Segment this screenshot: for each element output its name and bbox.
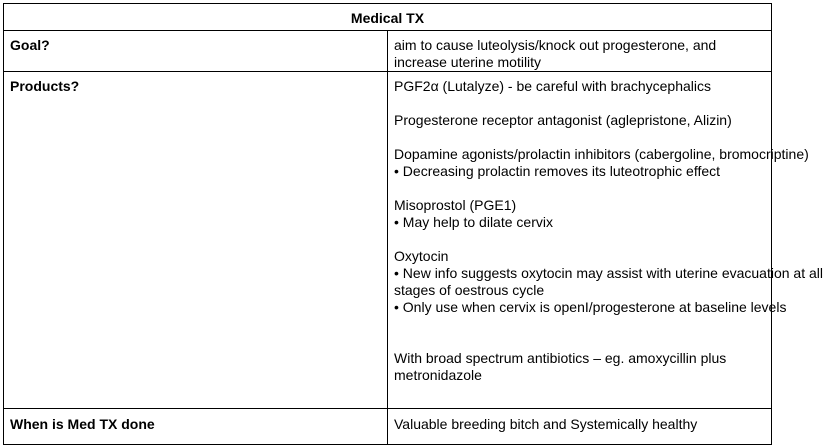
product-line-antibiotics-cont: metronidazole bbox=[394, 367, 482, 383]
table-row-when bbox=[4, 409, 772, 445]
product-line-oxytocin: Oxytocin bbox=[394, 248, 449, 264]
table-title-cell bbox=[4, 4, 772, 31]
product-line-misoprostol: Misoprostol (PGE1) bbox=[394, 197, 517, 213]
table-title: Medical TX bbox=[350, 9, 425, 26]
table-row-products bbox=[4, 72, 772, 409]
product-bullet-cervix: • May help to dilate cervix bbox=[394, 214, 553, 230]
when-value: Valuable breeding bitch and Systemically healthy bbox=[388, 409, 772, 445]
product-bullet-oxytocin-info-cont: stages of oestrous cycle bbox=[394, 282, 545, 298]
product-line-dopamine-agonists: Dopamine agonists/prolactin inhibitors (cabergoline, bromocriptine) bbox=[394, 146, 809, 162]
medical-tx-table bbox=[3, 3, 823, 445]
product-line-antibiotics: With broad spectrum antibiotics – eg. amoxycillin plus bbox=[394, 350, 727, 366]
products-value bbox=[388, 72, 823, 409]
table-row-goal bbox=[4, 31, 772, 72]
goal-value: aim to cause luteolysis/knock out progesterone, and increase uterine motility bbox=[388, 31, 772, 72]
product-bullet-prolactin: • Decreasing prolactin removes its luteotrophic effect bbox=[394, 163, 721, 179]
product-line-pgf2a: PGF2α (Lutalyze) - be careful with brachycephalics bbox=[394, 78, 712, 94]
when-label: When is Med TX done bbox=[4, 409, 388, 445]
goal-label: Goal? bbox=[4, 31, 388, 72]
products-label: Products? bbox=[4, 72, 388, 409]
product-bullet-oxytocin-info: • New info suggests oxytocin may assist with uterine evacuation at all bbox=[394, 265, 823, 281]
product-line-aglepristone: Progesterone receptor antagonist (aglepristone, Alizin) bbox=[394, 112, 732, 128]
product-bullet-oxytocin-use: • Only use when cervix is openI/progesterone at baseline levels bbox=[394, 299, 787, 315]
